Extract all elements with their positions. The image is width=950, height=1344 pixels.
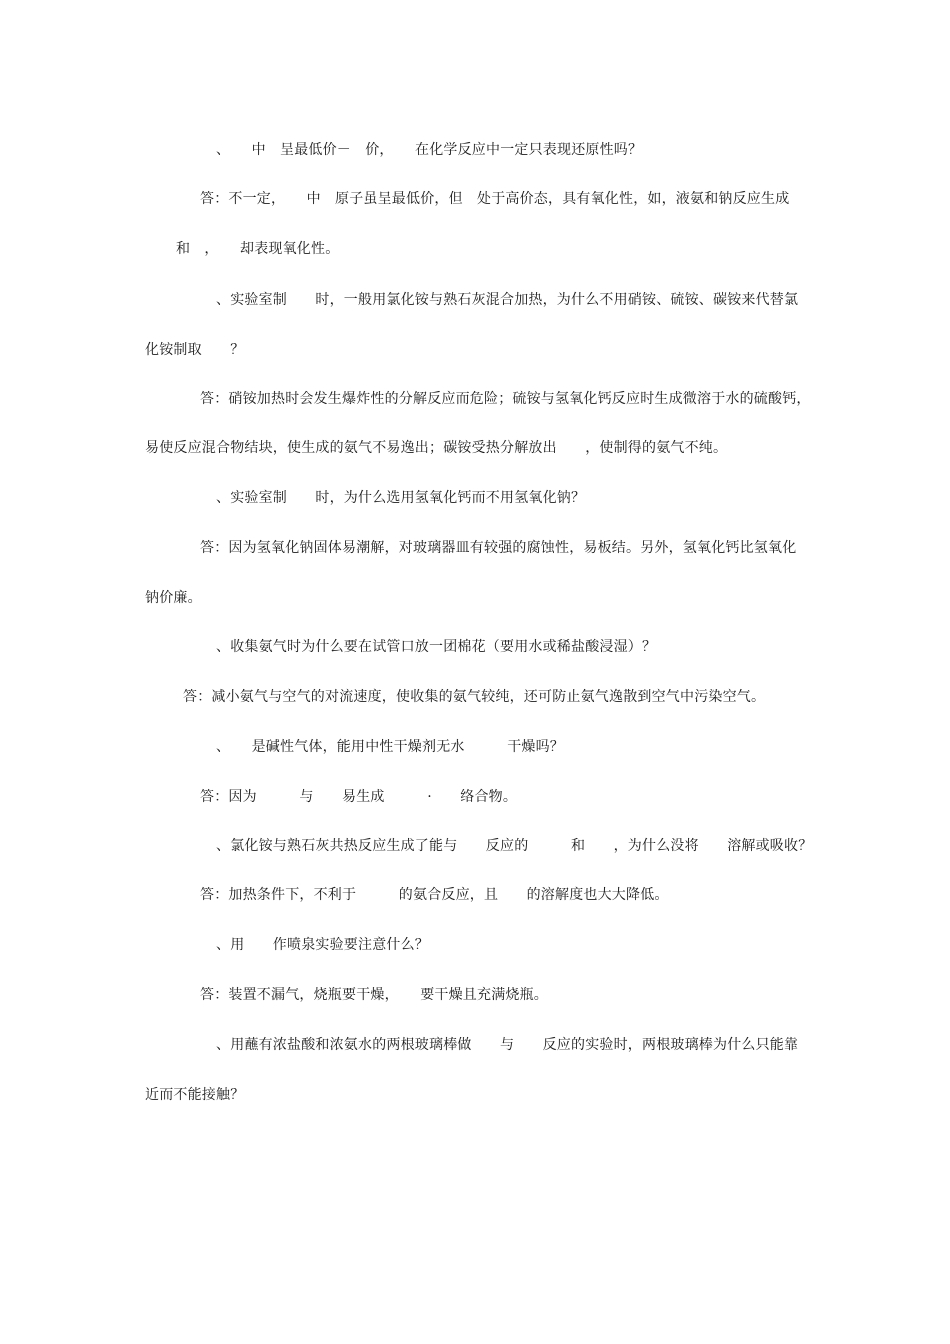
question-3: 、实验室制 时，为什么选用氢氧化钙而不用氢氧化钠？ bbox=[216, 490, 586, 506]
question-5: 、 是碱性气体，能用中性干燥剂无水 干燥吗？ bbox=[216, 739, 564, 755]
answer-7: 答：装置不漏气，烧瓶要干燥， 要干燥且充满烧瓶。 bbox=[200, 987, 548, 1003]
answer-1-line-2: 和 ， 却表现氧化性。 bbox=[176, 241, 340, 257]
answer-3-line-2: 钠价廉。 bbox=[145, 590, 202, 606]
answer-2-line-2: 易使反应混合物结块，使生成的氨气不易逸出；碳铵受热分解放出 ，使制得的氨气不纯。 bbox=[145, 440, 728, 456]
question-6: 、氯化铵与熟石灰共热反应生成了能与 反应的 和 ，为什么没将 溶解或吸收？ bbox=[216, 838, 813, 854]
question-8-line-1: 、用蘸有浓盐酸和浓氨水的两根玻璃棒做 与 反应的实验时，两根玻璃棒为什么只能靠 bbox=[216, 1037, 799, 1053]
answer-5: 答：因为 与 易生成 · 络合物。 bbox=[200, 789, 518, 805]
question-1: 、 中 呈最低价－ 价， 在化学反应中一定只表现还原性吗？ bbox=[216, 142, 643, 158]
answer-1-line-1: 答：不一定， 中 原子虽呈最低价，但 处于高价态，具有氧化性，如，液氨和钠反应生成 bbox=[200, 191, 790, 207]
answer-6: 答：加热条件下，不利于 的氨合反应，且 的溶解度也大大降低。 bbox=[200, 887, 669, 903]
answer-2-line-1: 答：硝铵加热时会发生爆炸性的分解反应而危险；硫铵与氢氧化钙反应时生成微溶于水的硫酸钙， bbox=[200, 391, 811, 407]
answer-4: 答：减小氨气与空气的对流速度，使收集的氨气较纯，还可防止氨气逸散到空气中污染空气。 bbox=[183, 689, 766, 705]
question-7: 、用 作喷泉实验要注意什么？ bbox=[216, 937, 429, 953]
question-2-line-2: 化铵制取 ？ bbox=[145, 342, 245, 358]
question-2-line-1: 、实验室制 时，一般用氯化铵与熟石灰混合加热，为什么不用硝铵、硫铵、碳铵来代替氯 bbox=[216, 292, 799, 308]
question-8-line-2: 近而不能接触？ bbox=[145, 1087, 245, 1103]
answer-3-line-1: 答：因为氢氧化钠固体易潮解，对玻璃器皿有较强的腐蚀性，易板结。另外，氢氧化钙比氢氧化 bbox=[200, 540, 797, 556]
question-4: 、收集氨气时为什么要在试管口放一团棉花（要用水或稀盐酸浸湿）？ bbox=[216, 639, 657, 655]
